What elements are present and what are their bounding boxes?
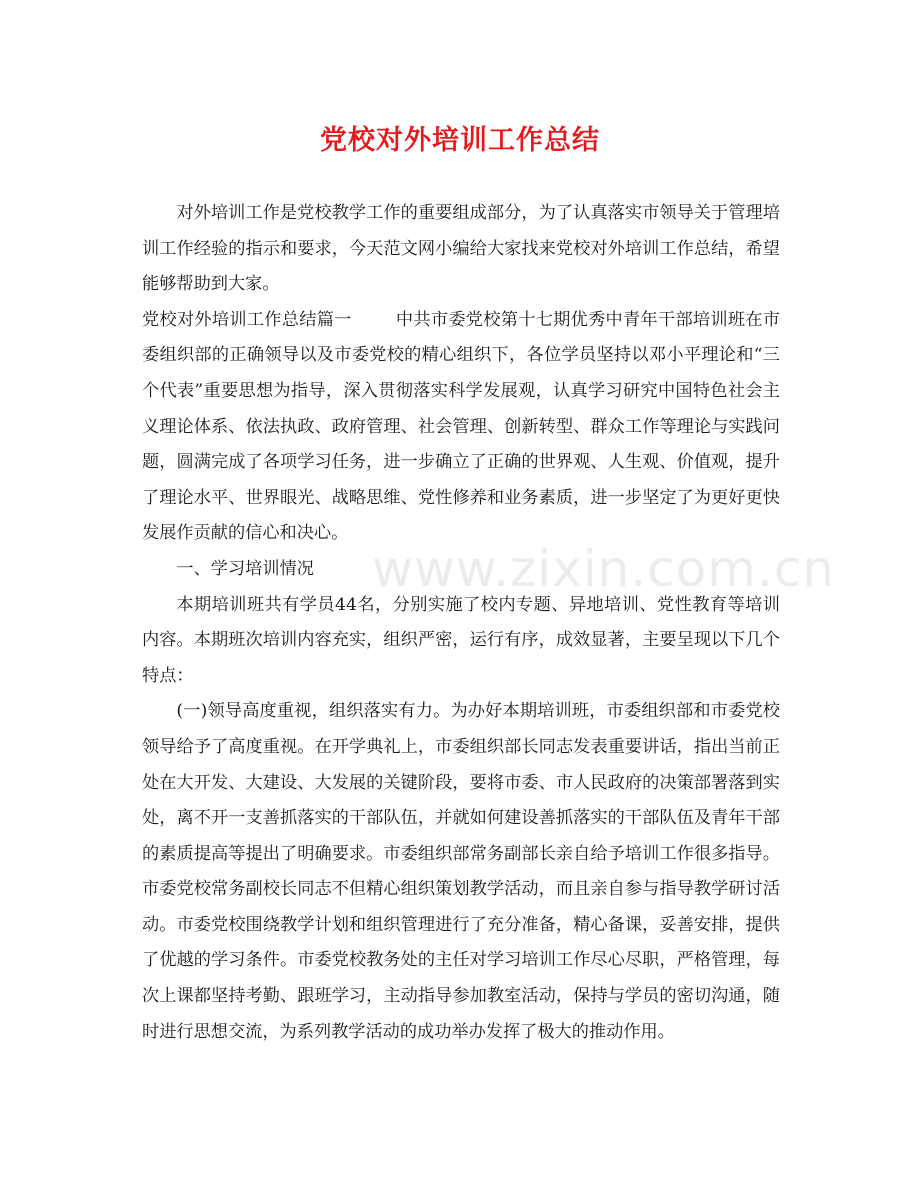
heading-study-training: 一、学习培训情况 bbox=[176, 558, 314, 579]
paragraph-class-overview: 本期培训班共有学员44名，分别实施了校内专题、异地培训、党性教育等培训内容。本期班次培训内容充实，组织严密，运行有序，成效显著，主要呈现以下几个特点： bbox=[142, 594, 780, 686]
watermark: www.zixin.com.cn bbox=[372, 540, 836, 598]
document-title: 党校对外培训工作总结 bbox=[320, 125, 600, 156]
document-body bbox=[142, 196, 780, 1050]
intro-paragraph: 对外培训工作是党校教学工作的重要组成部分，为了认真落实市领导关于管理培训工作经验的指示和要求，今天范文网小编给大家找来党校对外培训工作总结，希望能够帮助到大家。 bbox=[142, 203, 780, 295]
section-label: 党校对外培训工作总结篇一 bbox=[142, 309, 352, 330]
section-first-paragraph: 中共市委党校第十七期优秀中青年干部培训班在市委组织部的正确领导以及市委党校的精心组织下，各位学员坚持以邓小平理论和“三个代表”重要思想为指导，深入贯彻落实科学发展观，认真学习研究中国特色社会主义理论体系、依法执政、政府管理、社会管理、创新转型、群众工作等理论与实践问题，圆满完成了各项学习任务，进一步确立了正确的世界观、人生观、价值观，提升了理论水平、世界眼光、战略思维、党性修养和业务素质，进一步坚定了为更好更快发展作贡献的信心和决心。 bbox=[142, 309, 780, 544]
paragraph-leadership: (一)领导高度重视，组织落实有力。为办好本期培训班，市委组织部和市委党校领导给予了高度重视。在开学典礼上，市委组织部长同志发表重要讲话，指出当前正处在大开发、大建设、大发展的关键阶段，要将市委、市人民政府的决策部署落到实处，离不开一支善抓落实的干部队伍，并就如何建设善抓落实的干部队伍及青年干部的素质提高等提出了明确要求。市委组织部常务副部长亲自给予培训工作很多指导。市委党校常务副校长同志不但精心组织策划教学活动，而且亲自参与指导教学研讨活动。市委党校围绕教学计划和组织管理进行了充分准备，精心备课，妥善安排，提供了优越的学习条件。市委党校教务处的主任对学习培训工作尽心尽职，严格管理，每次上课都坚持考勤、跟班学习，主动指导参加教室活动，保持与学员的密切沟通，随时进行思想交流，为系列教学活动的成功举办发挥了极大的推动作用。 bbox=[142, 701, 780, 1042]
section-paragraph bbox=[142, 303, 780, 552]
